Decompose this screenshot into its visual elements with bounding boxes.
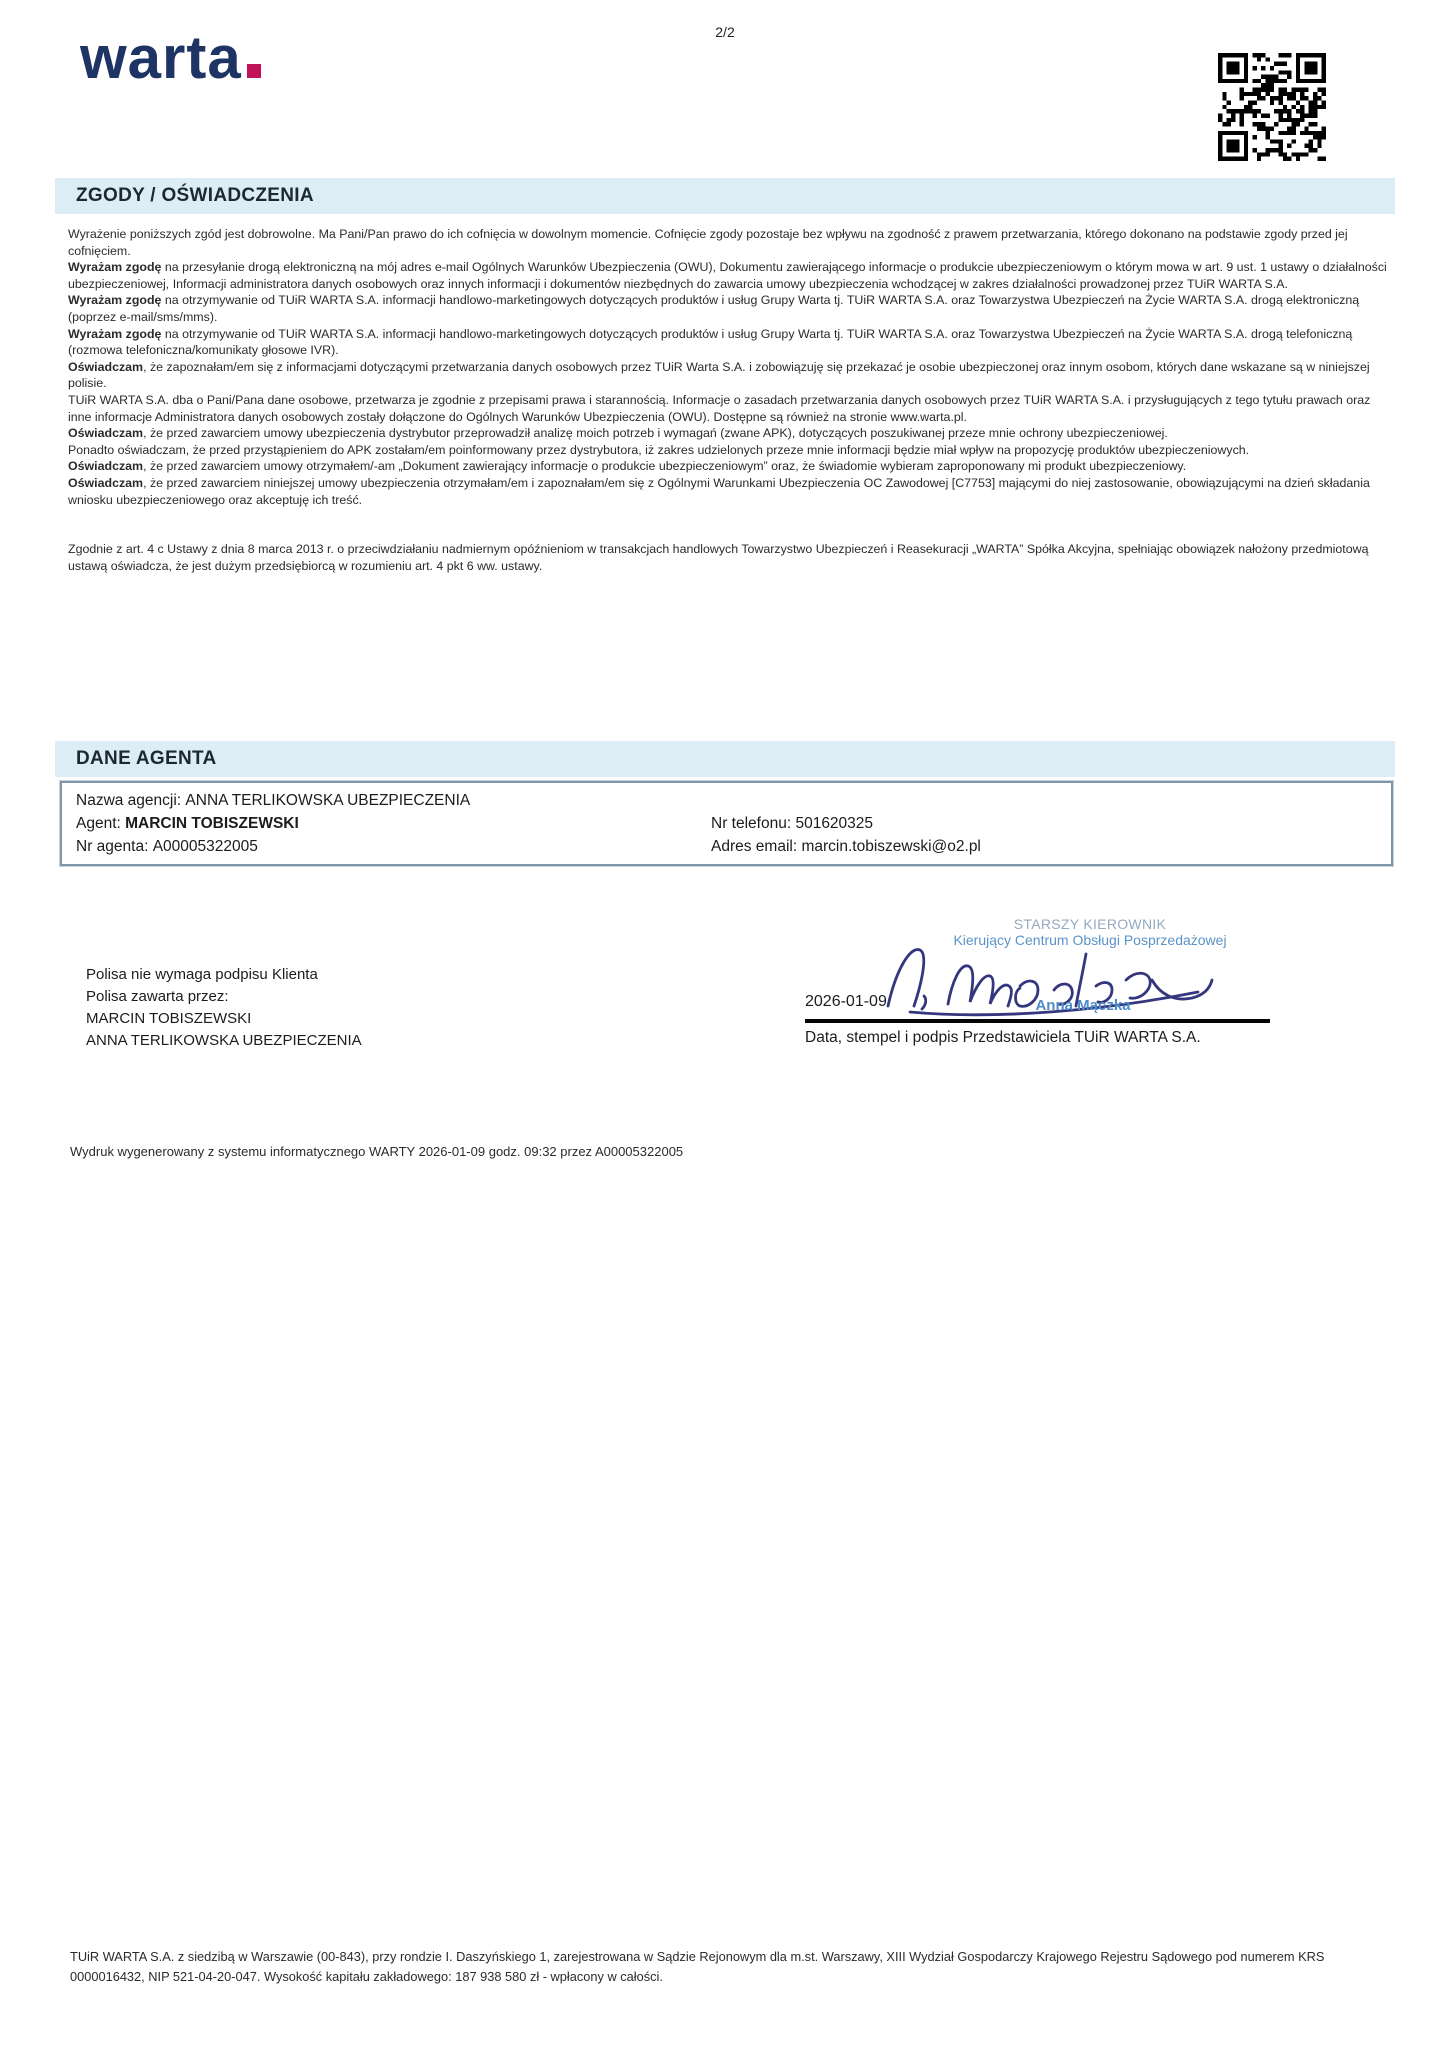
agent-section-header (55, 741, 1395, 777)
page-number: 2/2 (715, 24, 735, 40)
phone-label: Nr telefonu: (711, 815, 792, 832)
agent-number-value: A00005322005 (152, 838, 258, 855)
company-footer: TUiR WARTA S.A. z siedzibą w Warszawie (00-843), przy rondzie I. Daszyńskiego 1, zarejestrowana w Sądzie Rejonowym dla m.st. Warszawy, XIII Wydział Gospodarczy Krajowego Rejestru Sądowego pod numerem KRS 0000016432, NIP 521-04-20-047. Wysokość kapitału zakładowego: 187 938 580 zł - wpłacony w całości. (70, 1949, 1325, 1984)
concluded-by-agency: ANNA TERLIKOWSKA UBEZPIECZENIA (86, 1032, 362, 1049)
consent-text: na przesyłanie drogą elektroniczną na mój adres e-mail Ogólnych Warunków Ubezpieczenia (OWU), Dokumentu zawierającego informacje o produkcie ubezpieczeniowym o którym mowa w art. 9 ust. 1 ustawy o działalności ubezpieczeniowej, Informacji administratora danych osobowych oraz innych informacji i dokumentów niezbędnych do zawarcia umowy ubezpieczenia wchodzącej w zakres działalności prowadzonej przez TUiR WARTA S.A. (68, 260, 1387, 291)
consent-lead: Oświadczam (68, 459, 144, 474)
warta-logo-dot-icon (247, 64, 261, 78)
qr-code-icon (1218, 53, 1326, 161)
agency-name-value: ANNA TERLIKOWSKA UBEZPIECZENIA (185, 792, 471, 809)
consent-text: , że przed zawarciem umowy ubezpieczenia dystrybutor przeprowadził analizę moich potrzeb i wymagań (zwane APK), dotyczących poszukiwanej przeze mnie ochrony ubezpieczeniowej. (143, 426, 1168, 441)
consents-intro: Wyrażenie poniższych zgód jest dobrowolne. Ma Pani/Pan prawo do ich cofnięcia w dowolnym momencie. Cofnięcie zgody pozostaje bez wpływu na zgodność z prawem przetwarzania, którego dokonano na podstawie zgody przed jej cofnięciem. (68, 227, 1348, 258)
stamp-title: STARSZY KIEROWNIK (1013, 916, 1167, 932)
consent-lead: Oświadczam (68, 475, 144, 490)
print-info: Wydruk wygenerowany z systemu informatycznego WARTY 2026-01-09 godz. 09:32 przez A00005322005 (70, 1144, 684, 1159)
agency-name-label: Nazwa agencji: (76, 792, 182, 809)
consent-text: , że przed zawarciem umowy otrzymałem/-am „Dokument zawierający informacje o produkcie ubezpieczeniowym” oraz, że świadomie wybieram zaproponowany mi produkt ubezpieczeniowy. (143, 459, 1187, 474)
signature-caption: Data, stempel i podpis Przedstawiciela TUiR WARTA S.A. (805, 1029, 1201, 1046)
agency-name-row (76, 789, 1377, 812)
email-label: Adres email: (711, 838, 798, 855)
consent-text: , że zapoznałam/em się z informacjami dotyczącymi przetwarzania danych osobowych przez TUiR Warta S.A. i zobowiązuję się przekazać je osobie ubezpieczonej oraz innym osobom, których dane wskazane są w niniejszej polisie. (68, 359, 1370, 391)
consent-lead: Wyrażam zgodę (68, 293, 162, 308)
consent-text: Ponadto oświadczam, że przed przystąpieniem do APK zostałam/em poinformowany przez dystrybutora, iż zakres udzielonych przeze mnie informacji będzie miał wpływ na propozycję produktów ubezpieczeniowych. (68, 442, 1250, 457)
concluded-by-note: Polisa zawarta przez: (86, 988, 229, 1005)
agent-number-row (76, 835, 1377, 858)
consent-paragraph (68, 458, 1388, 475)
policy-signature-notes (86, 964, 362, 1052)
consents-body (68, 226, 1388, 574)
consent-text: TUiR WARTA S.A. dba o Pani/Pana dane osobowe, przetwarza je zgodnie z przepisami prawa i starannością. Informacje o zasadach przetwarzania danych osobowych przez TUiR WARTA S.A. i przysługujących z tego tytułu prawach oraz inne informacje Administratora danych osobowych zostały dołączone do Ogólnych Warunków Ubezpieczenia (OWU). Dostępne są również na stronie www.warta.pl. (68, 392, 1371, 424)
agent-section-title: DANE AGENTA (76, 748, 217, 769)
consent-paragraph (68, 392, 1388, 425)
consent-paragraph (68, 475, 1388, 508)
stamp-subtitle: Kierujący Centrum Obsługi Posprzedażowej (953, 932, 1227, 948)
large-company-statement: Zgodnie z art. 4 c Ustawy z dnia 8 marca 2013 r. o przeciwdziałaniu nadmiernym opóźnieniom w transakcjach handlowych Towarzystwo Ubezpieczeń i Reasekuracji „WARTA” Spółka Akcyjna, spełniając obowiązek nałożony przedmiotową ustawą oświadcza, że jest dużym przedsiębiorcą w rozumieniu art. 4 pkt 6 ww. ustawy. (68, 542, 1369, 573)
consent-paragraph (68, 425, 1388, 442)
consent-lead: Wyrażam zgodę (68, 326, 162, 341)
phone-value: 501620325 (795, 815, 874, 832)
consent-paragraph (68, 442, 1388, 459)
warta-logo-text: warta (80, 24, 242, 91)
consent-paragraph (68, 326, 1388, 359)
consent-lead: Oświadczam (68, 426, 144, 441)
signature-date: 2026-01-09 (805, 993, 887, 1010)
consents-section-title: ZGODY / OŚWIADCZENIA (76, 185, 314, 206)
consent-text: na otrzymywanie od TUiR WARTA S.A. informacji handlowo-marketingowych dotyczących produktów i usług Grupy Warta tj. TUiR WARTA S.A. oraz Towarzystwa Ubezpieczeń na Życie WARTA S.A. drogą elektroniczną (poprzez e-mail/sms/mms). (68, 293, 1360, 324)
agent-number-label: Nr agenta: (76, 838, 149, 855)
concluded-by-agent: MARCIN TOBISZEWSKI (86, 1010, 252, 1027)
agent-data-box (60, 781, 1393, 866)
consent-paragraph (68, 292, 1388, 325)
email-value: marcin.tobiszewski@o2.pl (801, 838, 981, 855)
consent-text: na otrzymywanie od TUiR WARTA S.A. informacji handlowo-marketingowych dotyczących produktów i usług Grupy Warta tj. TUiR WARTA S.A. oraz Towarzystwa Ubezpieczeń na Życie WARTA S.A. drogą telefoniczną (rozmowa telefoniczna/komunikaty głosowe IVR). (68, 326, 1353, 358)
consents-section-header (55, 178, 1395, 214)
consent-lead: Wyrażam zgodę (68, 260, 162, 275)
agent-row (76, 812, 1377, 835)
consent-text: , że przed zawarciem niniejszej umowy ubezpieczenia otrzymałam/em i zapoznałam/em się z Ogólnymi Warunkami Ubezpieczenia OC Zawodowej [C7753] mającymi do niej zastosowanie, obowiązującymi na dzień składania wniosku ubezpieczeniowego oraz akceptuję ich treść. (68, 475, 1370, 507)
consent-paragraph (68, 359, 1388, 392)
no-signature-note: Polisa nie wymaga podpisu Klienta (86, 966, 318, 983)
agent-label: Agent: (76, 815, 121, 832)
agent-value: MARCIN TOBISZEWSKI (125, 815, 299, 832)
consent-lead: Oświadczam (68, 359, 144, 374)
signature-line (805, 1019, 1270, 1023)
warta-logo (80, 24, 261, 91)
consent-paragraph (68, 259, 1388, 292)
stamp-signer-name: Anna Mączka (1035, 997, 1131, 1014)
